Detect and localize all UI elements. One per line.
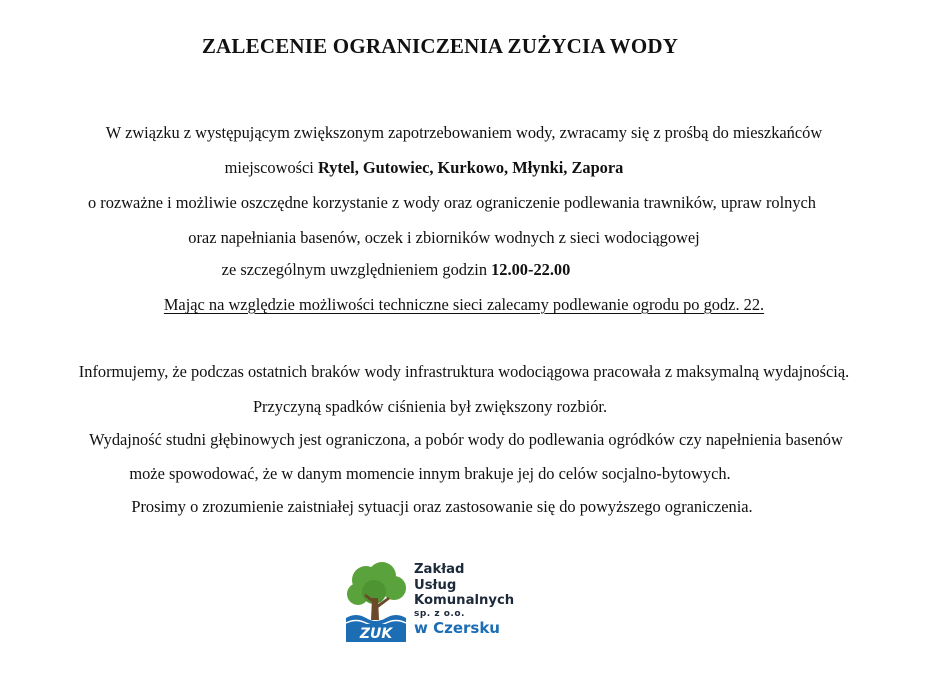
logo-line: sp. z o.o. [414, 608, 465, 619]
paragraph-line: Prosimy o zrozumienie zaistniałej sytuacji oraz zastosowanie się do powyższego ograniczenia. [131, 497, 753, 516]
hours-range: 12.00-22.00 [491, 260, 571, 279]
paragraph-line: Przyczyną spadków ciśnienia był zwiększony rozbiór. [252, 397, 608, 416]
paragraph-line: oraz napełniania basenów, oczek i zbiorników wodnych z sieci wodociągowej [188, 228, 700, 247]
notice-title: ZALECENIE OGRANICZENIA ZUŻYCIA WODY [201, 34, 679, 58]
places-list: Rytel, Gutowiec, Kurkowo, Młynki, Zapora [317, 158, 624, 177]
company-logo [344, 560, 544, 644]
paragraph-line-places [0, 158, 888, 178]
logo-city: w Czersku [414, 618, 500, 637]
paragraph-line: może spowodować, że w danym momencie innym brakuje jej do celów socjalno-bytowych. [129, 464, 731, 483]
places-prefix: miejscowości [224, 158, 318, 177]
paragraph-line: Wydajność studni głębinowych jest ograniczona, a pobór wody do podlewania ogródków czy napełnienia basenów [89, 430, 843, 449]
hours-prefix: ze szczególnym uwzględnieniem godzin [221, 260, 492, 279]
paragraph-line: W związku z występującym zwiększonym zapotrzebowaniem wody, zwracamy się z prośbą do mieszkańców [105, 123, 823, 142]
logo-mark: ZUK [359, 626, 393, 642]
logo-line: Usług [414, 577, 457, 593]
tree-water-icon [344, 560, 408, 644]
paragraph-line-hours [0, 260, 860, 280]
recommendation-line: Mając na względzie możliwości techniczne sieci zalecamy podlewanie ogrodu po godz. 22. [163, 295, 765, 314]
logo-line: Komunalnych [414, 593, 515, 608]
logo-wordmark [414, 562, 514, 637]
paragraph-line: o rozważne i możliwie oszczędne korzystanie z wody oraz ograniczenie podlewania trawników, upraw rolnych [87, 193, 817, 212]
logo-line: Zakład [414, 562, 465, 577]
paragraph-line: Informujemy, że podczas ostatnich braków wody infrastruktura wodociągowa pracowała z maksymalną wydajnością. [78, 362, 850, 381]
